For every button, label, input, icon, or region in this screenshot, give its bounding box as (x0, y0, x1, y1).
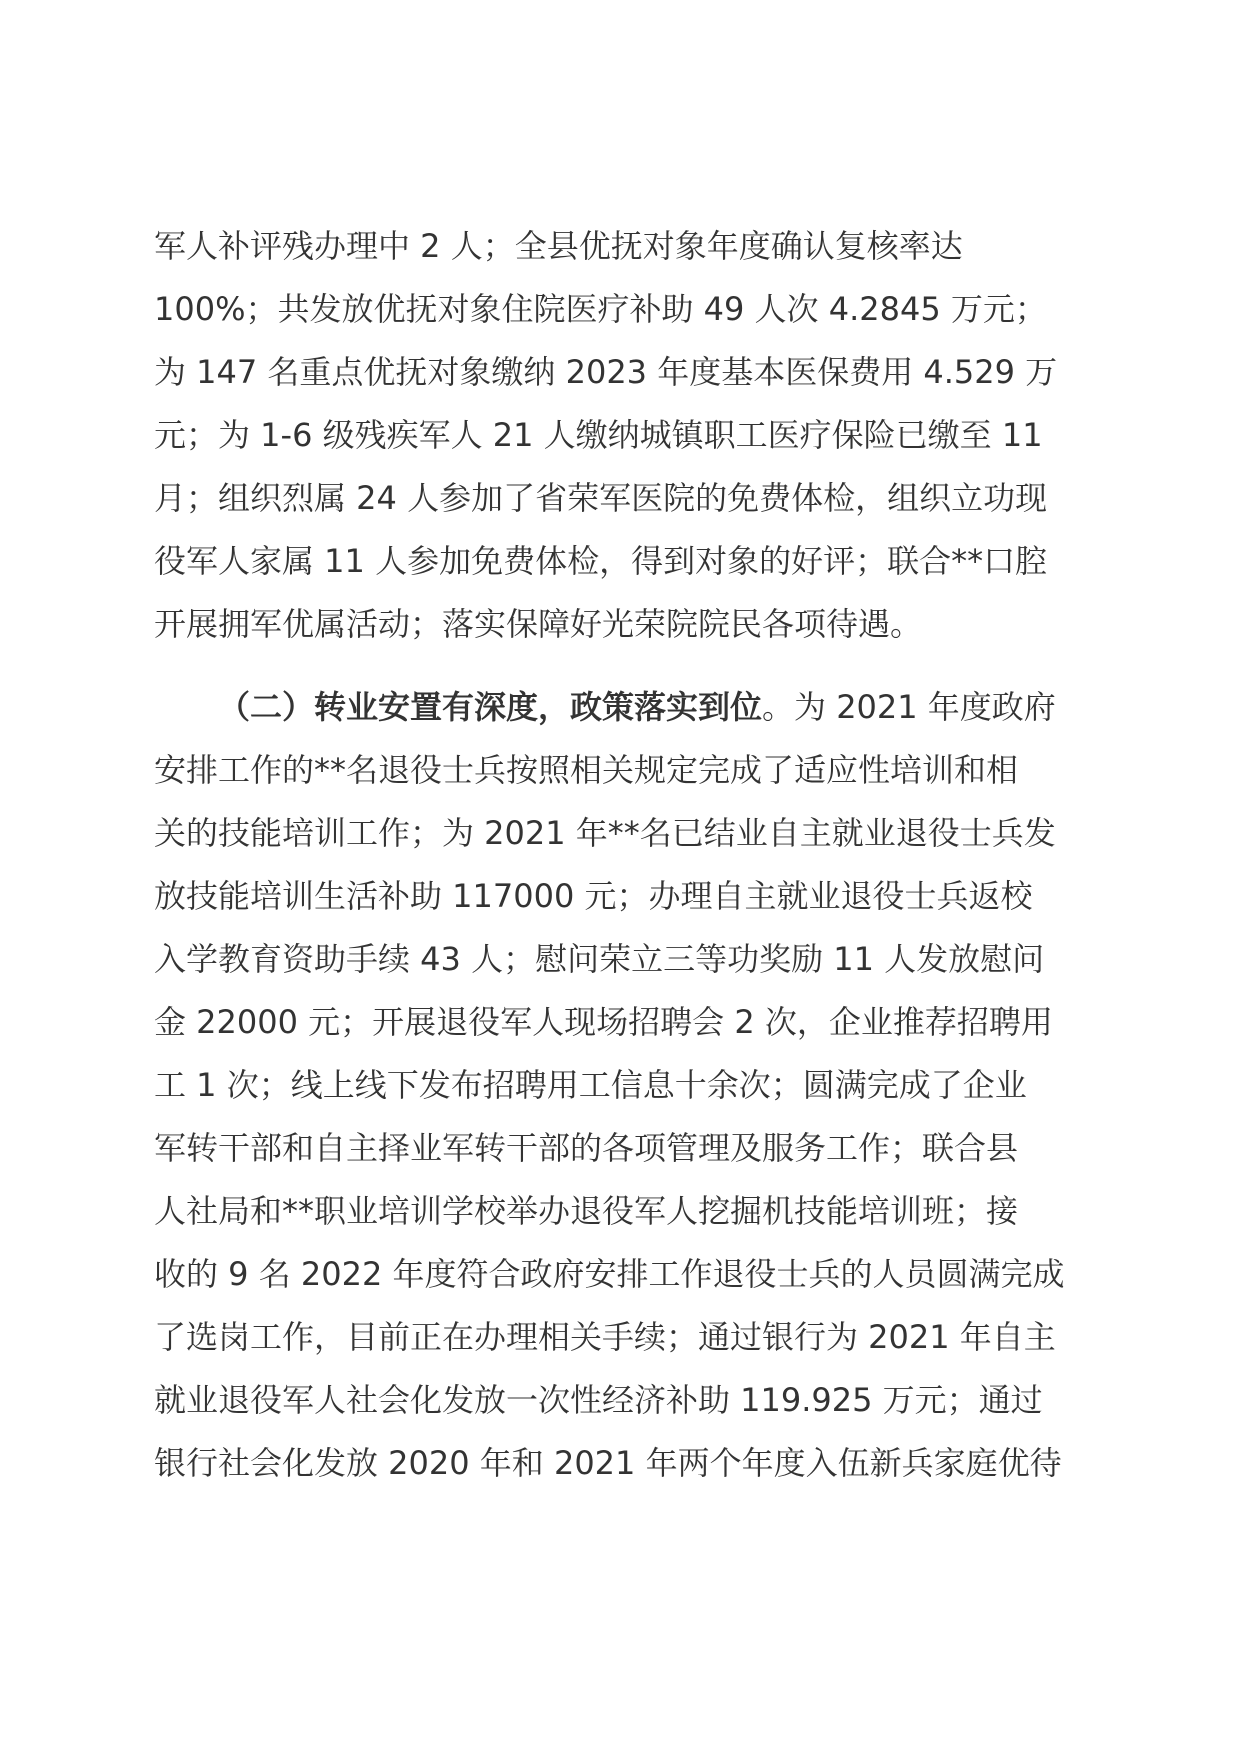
text-line: 为 147 名重点优抚对象缴纳 2023 年度基本医保费用 4.529 万 (154, 353, 1058, 391)
text-line: 军转干部和自主择业军转干部的各项管理及服务工作；联合县 (154, 1129, 1019, 1167)
section-heading-line (218, 687, 1094, 727)
text-line: 月；组织烈属 24 人参加了省荣军医院的免费体检，组织立功现 (154, 479, 1048, 517)
text-line: 入学教育资助手续 43 人；慰问荣立三等功奖励 11 人发放慰问 (154, 940, 1045, 978)
text-line: 关的技能培训工作；为 2021 年**名已结业自主就业退役士兵发 (154, 814, 1056, 852)
section-heading: （二）转业安置有深度，政策落实到位 (218, 688, 763, 726)
text-line: 役军人家属 11 人参加免费体检，得到对象的好评；联合**口腔 (154, 542, 1048, 580)
text-line: 100%；共发放优抚对象住院医疗补助 49 人次 4.2845 万元； (154, 290, 1047, 328)
text-line: 工 1 次；线上线下发布招聘用工信息十余次；圆满完成了企业 (154, 1066, 1027, 1104)
text-line: 开展拥军优属活动；落实保障好光荣院院民各项待遇。 (154, 605, 923, 643)
text-line: 元；为 1-6 级残疾军人 21 人缴纳城镇职工医疗保险已缴至 11 (154, 416, 1043, 454)
text-line: 银行社会化发放 2020 年和 2021 年两个年度入伍新兵家庭优待 (154, 1444, 1062, 1482)
text-line: 就业退役军人社会化发放一次性经济补助 119.925 万元；通过 (154, 1381, 1043, 1419)
text-line: 收的 9 名 2022 年度符合政府安排工作退役士兵的人员圆满完成 (154, 1255, 1065, 1293)
section-heading-continuation: 。为 2021 年度政府 (762, 688, 1056, 726)
text-line: 安排工作的**名退役士兵按照相关规定完成了适应性培训和相 (154, 751, 1019, 789)
text-line: 了选岗工作，目前正在办理相关手续；通过银行为 2021 年自主 (154, 1318, 1056, 1356)
text-line: 放技能培训生活补助 117000 元；办理自主就业退役士兵返校 (154, 877, 1033, 915)
text-line: 人社局和**职业培训学校举办退役军人挖掘机技能培训班；接 (154, 1192, 1019, 1230)
text-line: 金 22000 元；开展退役军人现场招聘会 2 次，企业推荐招聘用 (154, 1003, 1053, 1041)
text-line: 军人补评残办理中 2 人；全县优抚对象年度确认复核率达 (154, 227, 963, 265)
